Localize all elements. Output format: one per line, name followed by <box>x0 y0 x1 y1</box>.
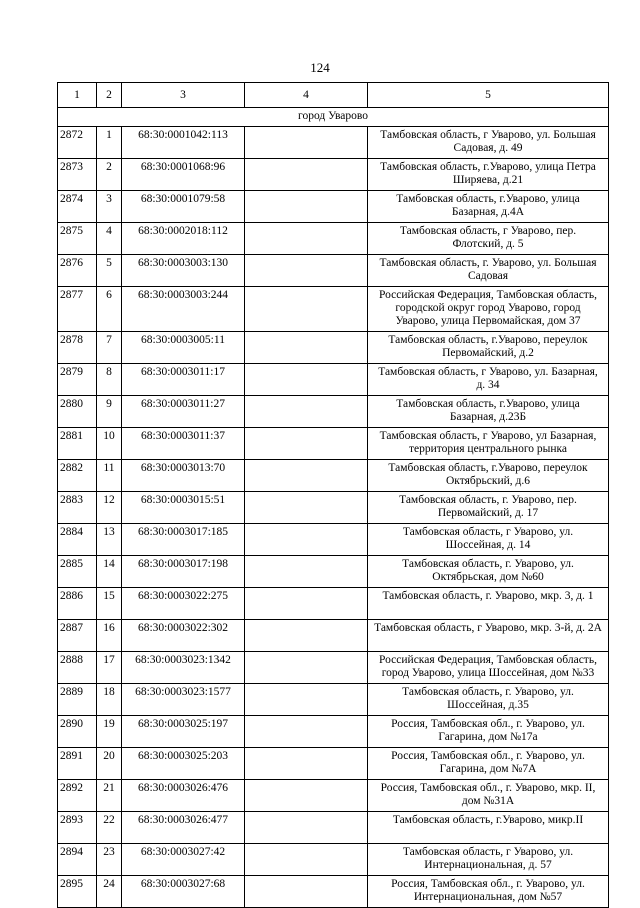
registry-number-cell: 2872 <box>58 127 97 159</box>
address-cell <box>368 556 609 588</box>
row-index-cell: 16 <box>97 620 122 652</box>
page-number: 124 <box>310 60 330 75</box>
cadastral-number-cell: 68:30:0003025:203 <box>122 748 245 780</box>
cadastral-number-cell: 68:30:0003017:185 <box>122 524 245 556</box>
registry-number-cell: 2894 <box>58 844 97 876</box>
address-cell <box>368 396 609 428</box>
column-header-1: 1 <box>58 83 97 108</box>
table-row <box>58 812 609 844</box>
table-row <box>58 524 609 556</box>
table-row <box>58 620 609 652</box>
empty-cell <box>245 159 368 191</box>
cadastral-number-cell: 68:30:0003027:42 <box>122 844 245 876</box>
empty-cell <box>245 332 368 364</box>
address-cell <box>368 748 609 780</box>
empty-cell <box>245 396 368 428</box>
address-cell <box>368 255 609 287</box>
cadastral-number-cell: 68:30:0003013:70 <box>122 460 245 492</box>
table-row <box>58 556 609 588</box>
table-row <box>58 396 609 428</box>
address-line: Россия, Тамбовская обл., г. Уварово, ул. <box>391 878 585 890</box>
empty-cell <box>245 255 368 287</box>
row-index-cell: 4 <box>97 223 122 255</box>
address-line: Тамбовская область, г.Уварово, переулок <box>388 334 588 346</box>
empty-cell <box>245 780 368 812</box>
address-line: Тамбовская область, г. Уварово, ул. Большая <box>379 257 597 269</box>
cadastral-number-cell: 68:30:0003027:68 <box>122 876 245 908</box>
address-line: Тамбовская область, г.Уварово, улица <box>396 193 580 205</box>
row-index-cell: 24 <box>97 876 122 908</box>
address-cell <box>368 620 609 652</box>
row-index-cell: 11 <box>97 460 122 492</box>
row-index-cell: 17 <box>97 652 122 684</box>
registry-number-cell: 2892 <box>58 780 97 812</box>
registry-table <box>57 82 609 908</box>
row-index-cell: 10 <box>97 428 122 460</box>
address-line: Интернациональная, д. 57 <box>424 859 552 871</box>
cadastral-number-cell: 68:30:0003005:11 <box>122 332 245 364</box>
table-header-row <box>58 83 609 108</box>
empty-cell <box>245 652 368 684</box>
address-line: город Уварово, улица Шоссейная, дом №33 <box>381 667 595 679</box>
table-row <box>58 223 609 255</box>
table-row <box>58 684 609 716</box>
address-line: Россия, Тамбовская обл., г. Уварово, ул. <box>391 718 585 730</box>
address-line: Садовая <box>467 270 509 282</box>
address-line: Садовая, д. 49 <box>453 142 523 154</box>
registry-number-cell: 2888 <box>58 652 97 684</box>
registry-number-cell: 2886 <box>58 588 97 620</box>
address-line: Тамбовская область, г Уварово, пер. <box>399 225 577 237</box>
empty-cell <box>245 127 368 159</box>
empty-cell <box>245 684 368 716</box>
column-header-2: 2 <box>97 83 122 108</box>
table-row <box>58 332 609 364</box>
row-index-cell: 14 <box>97 556 122 588</box>
cadastral-number-cell: 68:30:0003011:27 <box>122 396 245 428</box>
column-header-4: 4 <box>245 83 368 108</box>
address-cell <box>368 287 609 332</box>
table-row <box>58 844 609 876</box>
registry-number-cell: 2876 <box>58 255 97 287</box>
address-line: территория центрального рынка <box>408 443 568 455</box>
cadastral-number-cell: 68:30:0003017:198 <box>122 556 245 588</box>
row-index-cell: 23 <box>97 844 122 876</box>
registry-number-cell: 2891 <box>58 748 97 780</box>
registry-number-cell: 2877 <box>58 287 97 332</box>
registry-number-cell: 2884 <box>58 524 97 556</box>
empty-cell <box>245 716 368 748</box>
table-row <box>58 255 609 287</box>
address-line: Шоссейная, д.35 <box>447 699 529 711</box>
table-body <box>58 83 609 908</box>
registry-number-cell: 2879 <box>58 364 97 396</box>
column-header-3: 3 <box>122 83 245 108</box>
empty-cell <box>245 620 368 652</box>
cadastral-number-cell: 68:30:0001079:58 <box>122 191 245 223</box>
address-line: Ширяева, д.21 <box>452 174 524 186</box>
cadastral-number-cell: 68:30:0003003:130 <box>122 255 245 287</box>
cadastral-number-cell: 68:30:0003026:477 <box>122 812 245 844</box>
address-cell <box>368 191 609 223</box>
registry-number-cell: 2878 <box>58 332 97 364</box>
address-line: Российская Федерация, Тамбовская область, <box>379 654 597 666</box>
section-title: город Уварово <box>58 108 609 127</box>
address-cell <box>368 876 609 908</box>
address-line: Тамбовская область, г Уварово, ул. <box>402 846 574 858</box>
empty-cell <box>245 748 368 780</box>
table-row <box>58 492 609 524</box>
cadastral-number-cell: 68:30:0003011:17 <box>122 364 245 396</box>
table-row <box>58 428 609 460</box>
address-line: Тамбовская область, г Уварово, ул. Базарная, <box>378 366 598 378</box>
address-line: Гагарина, дом №17а <box>438 731 538 743</box>
cadastral-number-cell: 68:30:0003026:476 <box>122 780 245 812</box>
registry-number-cell: 2890 <box>58 716 97 748</box>
address-line: Тамбовская область, г Уварово, мкр. 3-й, д. 2А <box>374 622 602 634</box>
address-cell <box>368 812 609 844</box>
cadastral-number-cell: 68:30:0003011:37 <box>122 428 245 460</box>
row-index-cell: 8 <box>97 364 122 396</box>
table-row <box>58 127 609 159</box>
address-cell <box>368 588 609 620</box>
cadastral-number-cell: 68:30:0003025:197 <box>122 716 245 748</box>
row-index-cell: 3 <box>97 191 122 223</box>
address-cell <box>368 780 609 812</box>
address-cell <box>368 428 609 460</box>
empty-cell <box>245 191 368 223</box>
empty-cell <box>245 223 368 255</box>
address-cell <box>368 684 609 716</box>
address-cell <box>368 844 609 876</box>
address-line: Октябрьская, дом №60 <box>432 571 544 583</box>
registry-number-cell: 2875 <box>58 223 97 255</box>
address-cell <box>368 332 609 364</box>
row-index-cell: 1 <box>97 127 122 159</box>
address-line: Тамбовская область, г Уварово, ул. Большая <box>380 129 596 141</box>
address-line: Базарная, д.23Б <box>449 411 527 423</box>
table-row <box>58 191 609 223</box>
empty-cell <box>245 876 368 908</box>
address-cell <box>368 223 609 255</box>
address-line: Тамбовская область, г.Уварово, улица <box>396 398 580 410</box>
address-line: Российская Федерация, Тамбовская область, <box>379 289 597 301</box>
address-line: Россия, Тамбовская обл., г. Уварово, мкр. II, <box>380 782 596 794</box>
cadastral-number-cell: 68:30:0003023:1577 <box>122 684 245 716</box>
row-index-cell: 15 <box>97 588 122 620</box>
address-cell <box>368 460 609 492</box>
row-index-cell: 20 <box>97 748 122 780</box>
table-row <box>58 287 609 332</box>
table-row <box>58 159 609 191</box>
cadastral-number-cell: 68:30:0003023:1342 <box>122 652 245 684</box>
cadastral-number-cell: 68:30:0003022:275 <box>122 588 245 620</box>
row-index-cell: 6 <box>97 287 122 332</box>
cadastral-number-cell: 68:30:0002018:112 <box>122 223 245 255</box>
address-line: Шоссейная, д. 14 <box>445 539 531 551</box>
address-cell <box>368 716 609 748</box>
registry-number-cell: 2883 <box>58 492 97 524</box>
cadastral-number-cell: 68:30:0001068:96 <box>122 159 245 191</box>
address-cell <box>368 127 609 159</box>
cadastral-number-cell: 68:30:0001042:113 <box>122 127 245 159</box>
table-row <box>58 588 609 620</box>
registry-number-cell: 2880 <box>58 396 97 428</box>
table-row <box>58 780 609 812</box>
address-line: Тамбовская область, г Уварово, ул. <box>402 526 574 538</box>
empty-cell <box>245 460 368 492</box>
cadastral-number-cell: 68:30:0003015:51 <box>122 492 245 524</box>
address-line: Тамбовская область, г.Уварово, микр.II <box>392 814 584 826</box>
address-line: городской округ город Уварово, город <box>395 302 581 314</box>
table-row <box>58 652 609 684</box>
registry-number-cell: 2887 <box>58 620 97 652</box>
address-line: Базарная, д.4А <box>451 206 525 218</box>
registry-number-cell: 2893 <box>58 812 97 844</box>
empty-cell <box>245 428 368 460</box>
address-line: Первомайский, д. 17 <box>437 507 539 519</box>
row-index-cell: 2 <box>97 159 122 191</box>
table-row <box>58 748 609 780</box>
empty-cell <box>245 556 368 588</box>
address-line: Россия, Тамбовская обл., г. Уварово, ул. <box>391 750 585 762</box>
cadastral-number-cell: 68:30:0003003:244 <box>122 287 245 332</box>
row-index-cell: 21 <box>97 780 122 812</box>
address-cell <box>368 159 609 191</box>
empty-cell <box>245 287 368 332</box>
address-line: Тамбовская область, г. Уварово, ул. <box>402 558 574 570</box>
address-line: Уварово, улица Первомайская, дом 37 <box>395 315 581 327</box>
section-row <box>58 108 609 127</box>
registry-number-cell: 2895 <box>58 876 97 908</box>
row-index-cell: 19 <box>97 716 122 748</box>
address-cell <box>368 524 609 556</box>
empty-cell <box>245 364 368 396</box>
registry-number-cell: 2885 <box>58 556 97 588</box>
address-line: Флотский, д. 5 <box>452 238 524 250</box>
address-line: дом №31А <box>461 795 515 807</box>
empty-cell <box>245 812 368 844</box>
row-index-cell: 9 <box>97 396 122 428</box>
registry-number-cell: 2889 <box>58 684 97 716</box>
address-line: Первомайский, д.2 <box>442 347 534 359</box>
address-line: Интернациональная, дом №57 <box>413 891 563 903</box>
row-index-cell: 5 <box>97 255 122 287</box>
column-header-5: 5 <box>368 83 609 108</box>
address-line: Тамбовская область, г.Уварово, улица Петра <box>380 161 596 173</box>
row-index-cell: 13 <box>97 524 122 556</box>
registry-number-cell: 2873 <box>58 159 97 191</box>
address-cell <box>368 364 609 396</box>
empty-cell <box>245 492 368 524</box>
row-index-cell: 22 <box>97 812 122 844</box>
address-line: Гагарина, дом №7А <box>439 763 537 775</box>
row-index-cell: 7 <box>97 332 122 364</box>
table-row <box>58 364 609 396</box>
address-cell <box>368 652 609 684</box>
address-line: Тамбовская область, г. Уварово, пер. <box>399 494 577 506</box>
address-line: Тамбовская область, г. Уварово, мкр. 3, д. 1 <box>382 590 594 602</box>
registry-number-cell: 2874 <box>58 191 97 223</box>
empty-cell <box>245 844 368 876</box>
registry-number-cell: 2882 <box>58 460 97 492</box>
table-row <box>58 876 609 908</box>
empty-cell <box>245 588 368 620</box>
cadastral-number-cell: 68:30:0003022:302 <box>122 620 245 652</box>
table-row <box>58 460 609 492</box>
address-line: Тамбовская область, г Уварово, ул Базарная, <box>379 430 597 442</box>
table-row <box>58 716 609 748</box>
row-index-cell: 12 <box>97 492 122 524</box>
registry-number-cell: 2881 <box>58 428 97 460</box>
row-index-cell: 18 <box>97 684 122 716</box>
address-line: Тамбовская область, г.Уварово, переулок <box>388 462 588 474</box>
empty-cell <box>245 524 368 556</box>
address-line: Октябрьский, д.6 <box>446 475 530 487</box>
address-cell <box>368 492 609 524</box>
address-line: Тамбовская область, г. Уварово, ул. <box>402 686 574 698</box>
address-line: д. 34 <box>476 379 500 391</box>
